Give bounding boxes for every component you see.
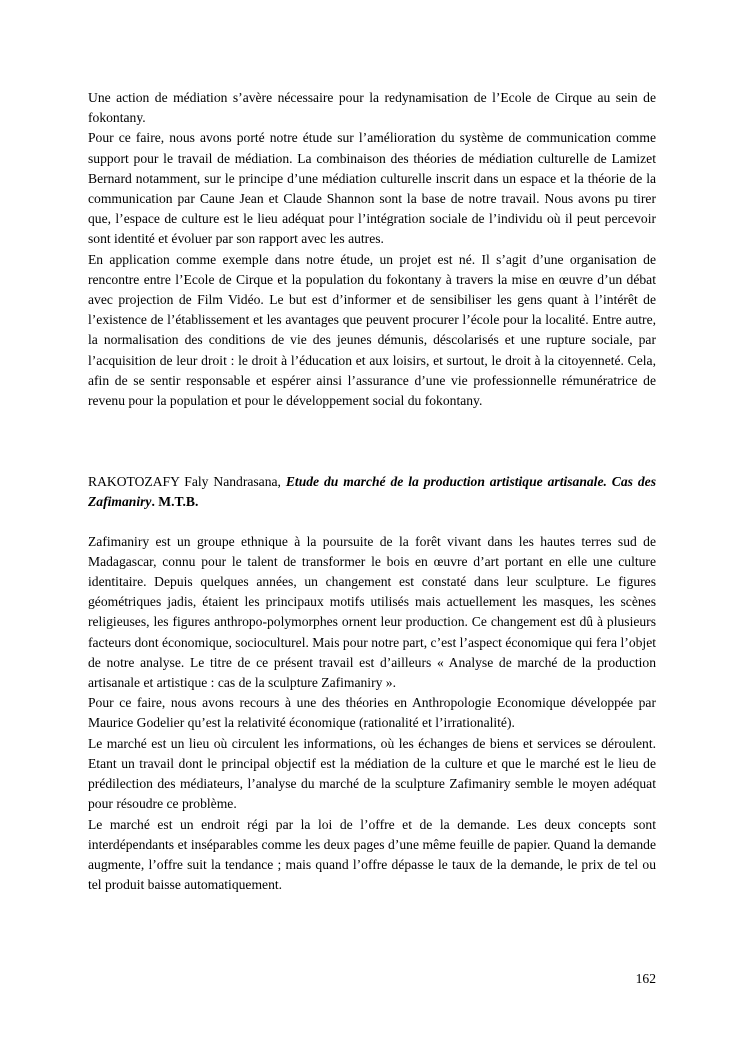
paragraph: Zafimaniry est un groupe ethnique à la poursuite de la forêt vivant dans les hautes terres sud de Madagascar, connu pour le talent de transformer le bois en œuvre d’art portant en elle une culture identitaire. Depuis quelques années, un changement est constaté dans leur sculpture. Le figures géométriques jadis, étaient les principaux motifs utilisés mais actuellement les masques, les scènes religieuses, les figures anthropo-polymorphes ornent leur production. Ce changement est dû à plusieurs facteurs dont économique, socioculturel. Mais pour notre part, c’est l’aspect économique qui fera l’objet de notre analyse. Le titre de ce présent travail est d’ailleurs « Analyse de marché de la production artisanale et artistique : cas de la sculpture Zafimaniry ». (88, 533, 656, 691)
heading-spacer (88, 513, 656, 532)
paragraph: En application comme exemple dans notre étude, un projet est né. Il s’agit d’une organisation de rencontre entre l’Ecole de Cirque et la population du fokontany à travers la mise en œuvre d’un débat avec projection de Film Vidéo. Le but est d’informer et de sensibiliser les gens quant à l’intérêt de l’existence de l’établissement et les avantages que peuvent procurer l’école pour la localité. Entre autre, la normalisation des conditions de vie des jeunes démunis, déscolarisés et une rupture sociale, par l’acquisition de leur droit : le droit à l’éducation et aux loisirs, et surtout, le droit à la citoyenneté. Cela, afin de se sentir responsable et espérer ainsi l’assurance d’une vie professionnelle rémunératrice de revenu pour la population et pour le développement social du fokontany. (88, 251, 656, 409)
entry-heading (88, 472, 656, 512)
entry-degree: . M.T.B. (151, 494, 199, 510)
section-market-study (88, 532, 656, 896)
section-mediation-summary (88, 88, 656, 411)
entry-author: RAKOTOZAFY Faly Nandrasana, (88, 474, 286, 490)
paragraph: Pour ce faire, nous avons recours à une des théories en Anthropologie Economique développée par Maurice Godelier qu’est la relativité économique (rationalité et l’irrationalité). (88, 695, 656, 731)
paragraph: Pour ce faire, nous avons porté notre étude sur l’amélioration du système de communication comme support pour le travail de médiation. La combinaison des théories de médiation culturelle de Lamizet Bernard notamment, sur le principe d’une médiation culturelle inscrit dans un espace et la théorie de la communication par Caune Jean et Claude Shannon sont la base de notre travail. Nous avons pu tirer que, l’espace de culture est le lieu adéquat pour l’intégration sociale de l’individu où il peut percevoir sont identité et évoluer par son rapport avec les autres. (88, 130, 656, 247)
document-page (88, 88, 656, 895)
entry-title: Etude du marché de la production artistique artisanale. Cas des Zafimaniry (88, 474, 656, 510)
section-spacer (88, 411, 656, 472)
paragraph: Le marché est un endroit régi par la loi de l’offre et de la demande. Les deux concepts sont interdépendants et inséparables comme les deux pages d’une même feuille de papier. Quand la demande augmente, l’offre suit la tendance ; mais quand l’offre dépasse le taux de la demande, le prix de tel ou tel produit baisse automatiquement. (88, 816, 656, 893)
paragraph: Le marché est un lieu où circulent les informations, où les échanges de biens et services se déroulent. Etant un travail dont le principal objectif est la médiation de la culture et que le marché est le lieu de prédilection des médiateurs, l’analyse du marché de la sculpture Zafimaniry semble le moyen adéquat pour résoudre ce problème. (88, 735, 656, 812)
paragraph: Une action de médiation s’avère nécessaire pour la redynamisation de l’Ecole de Cirque au sein de fokontany. (88, 90, 656, 126)
page-number: 162 (635, 971, 656, 986)
